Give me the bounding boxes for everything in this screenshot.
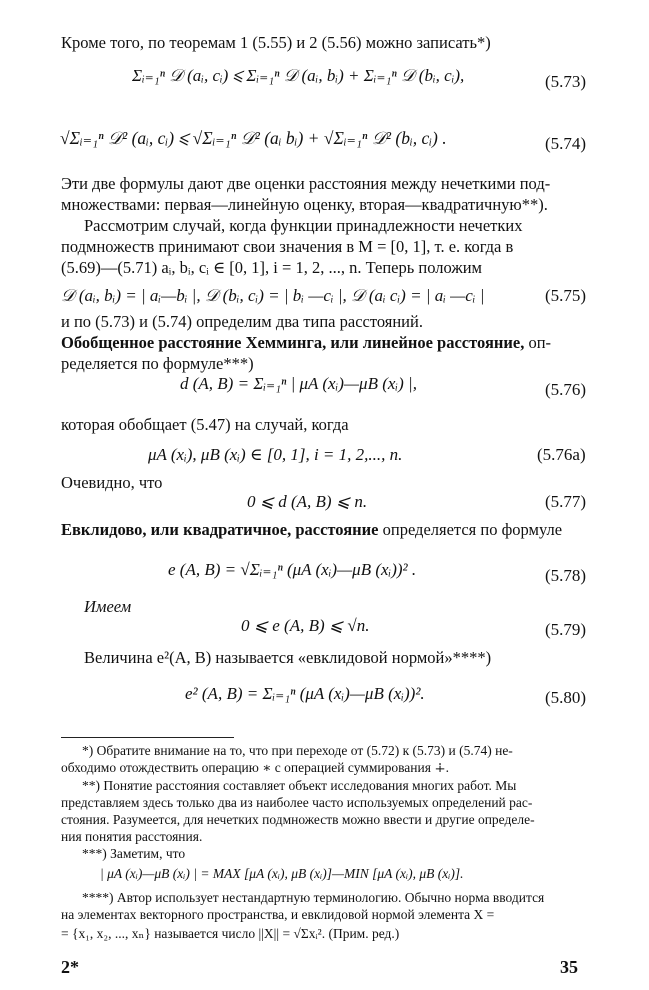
footnote-line: *) Обратите внимание на то, что при переходе от (5.72) к (5.73) и (5.74) не- <box>82 743 513 758</box>
footnote-separator <box>61 737 234 738</box>
equation-number: (5.76a) <box>537 445 586 464</box>
footnote-line: на элементах векторного пространства, и евклидовой нормой элемента X = <box>61 907 495 922</box>
text-fragment: определяется по формуле <box>378 520 563 539</box>
footnote-line: = {x₁, x₂, ..., xₙ} называется число ||X|| = √Σxᵢ². (Прим. ред.) <box>61 926 400 941</box>
equation-5-73: Σᵢ₌₁ⁿ 𝒟 (aᵢ, cᵢ) ⩽ Σᵢ₌₁ⁿ 𝒟 (aᵢ, bᵢ) + Σᵢ₌₁ⁿ 𝒟 (bᵢ, cᵢ), <box>132 66 465 85</box>
equation-5-75: 𝒟 (aᵢ, bᵢ) = | aᵢ—bᵢ |, 𝒟 (bᵢ, cᵢ) = | bᵢ —cᵢ |, 𝒟 (aᵢ cᵢ) = | aᵢ —cᵢ | <box>61 286 485 305</box>
text-line: Кроме того, по теоремам 1 (5.55) и 2 (5.56) можно записать*) <box>61 33 491 52</box>
text-line: Рассмотрим случай, когда функции принадлежности нечетких <box>84 216 523 235</box>
text-line: Величина e²(A, B) называется «евклидовой нормой»****) <box>84 648 492 667</box>
text-line <box>61 333 551 353</box>
bold-term: Обобщенное расстояние Хемминга, или линейное расстояние, <box>61 333 525 352</box>
equation-number: (5.79) <box>545 620 587 639</box>
text-line: Имеем <box>84 597 132 616</box>
footnote-line: обходимо отождествить операцию ∗ с операцией суммирования ∔. <box>61 760 450 775</box>
text-line: (5.69)—(5.71) aᵢ, bᵢ, cᵢ ∈ [0, 1], i = 1, 2, ..., n. Теперь положим <box>61 258 482 277</box>
signature-mark: 2* <box>61 957 79 977</box>
equation-number: (5.74) <box>545 134 587 153</box>
footnote-line: представляем здесь только два из наиболее часто используемых определений рас- <box>61 795 533 810</box>
equation-5-80: e² (A, B) = Σᵢ₌₁ⁿ (μA (xᵢ)—μB (xᵢ))². <box>185 684 425 703</box>
equation-number: (5.76) <box>545 380 587 399</box>
page-number: 35 <box>560 957 578 977</box>
equation-5-74: √Σᵢ₌₁ⁿ 𝒟² (aᵢ, cᵢ) ⩽ √Σᵢ₌₁ⁿ 𝒟² (aᵢ bᵢ) + √Σᵢ₌₁ⁿ 𝒟² (bᵢ, cᵢ) . <box>60 128 447 148</box>
text-line: ределяется по формуле***) <box>61 354 254 373</box>
equation-number: (5.78) <box>545 566 587 585</box>
footnote-line: ния понятия расстояния. <box>61 829 203 844</box>
equation-5-76a: μA (xᵢ), μB (xᵢ) ∈ [0, 1], i = 1, 2,..., n. <box>148 445 403 464</box>
equation-number: (5.73) <box>545 72 587 91</box>
footnote-line: **) Понятие расстояния составляет объект исследования многих работ. Мы <box>82 778 517 793</box>
text-line: подмножеств принимают свои значения в M = [0, 1], т. е. когда в <box>61 237 514 256</box>
text-line: Эти две формулы дают две оценки расстояния между нечеткими под- <box>61 174 551 193</box>
footnote-line: ***) Заметим, что <box>82 846 186 861</box>
equation-5-78: e (A, B) = √Σᵢ₌₁ⁿ (μA (xᵢ)—μB (xᵢ))² . <box>168 560 417 579</box>
text-line: Очевидно, что <box>61 473 163 492</box>
equation-number: (5.75) <box>545 286 587 305</box>
footnote-line: ****) Автор использует нестандартную терминологию. Обычно норма вводится <box>82 890 545 905</box>
equation-number: (5.80) <box>545 688 587 707</box>
text-fragment: оп- <box>524 333 552 352</box>
equation-5-79: 0 ⩽ e (A, B) ⩽ √n. <box>241 616 370 635</box>
equation-number: (5.77) <box>545 492 587 511</box>
footnote-equation: | μA (xᵢ)—μB (xᵢ) | = MAX [μA (xᵢ), μB (xᵢ)]—MIN [μA (xᵢ), μB (xᵢ)]. <box>100 866 464 881</box>
equation-5-77: 0 ⩽ d (A, B) ⩽ n. <box>247 492 368 511</box>
equation-5-76: d (A, B) = Σᵢ₌₁ⁿ | μA (xᵢ)—μB (xᵢ) |, <box>180 374 417 393</box>
footnote-line: стояния. Разумеется, для нечетких подмножеств можно ввести и другие определе- <box>61 812 535 827</box>
text-line: множествами: первая—линейную оценку, вторая—квадратичную**). <box>61 195 548 214</box>
text-line <box>61 520 562 540</box>
bold-term: Евклидово, или квадратичное, расстояние <box>61 520 379 539</box>
text-line: и по (5.73) и (5.74) определим два типа расстояний. <box>61 312 423 331</box>
text-line: которая обобщает (5.47) на случай, когда <box>61 415 349 434</box>
